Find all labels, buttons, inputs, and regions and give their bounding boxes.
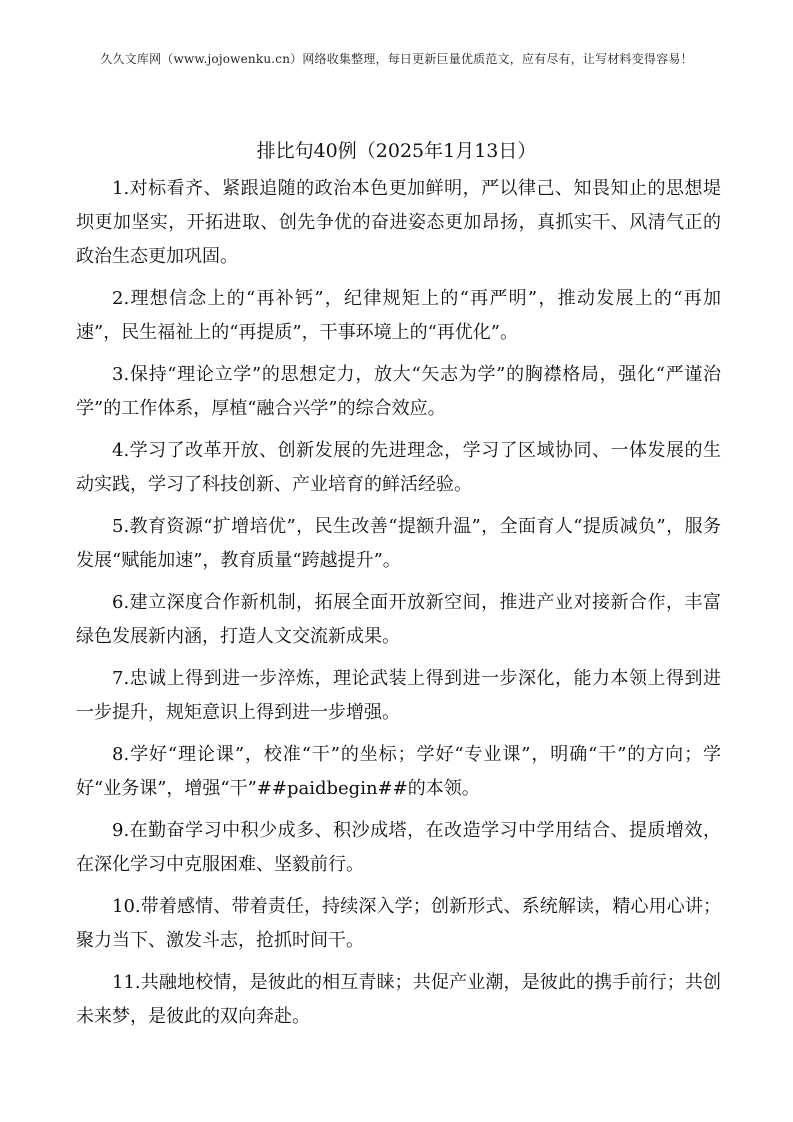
document-body xyxy=(76,172,721,1042)
paragraph-8: 8.学好“理论课”，校准“干”的坐标；学好“专业课”，明确“干”的方向；学好“业务课”，增强“干”##paidbegin##的本领。 xyxy=(76,744,721,799)
paragraph-6: 6.建立深度合作新机制，拓展全面开放新空间，推进产业对接新合作，丰富绿色发展新内涵，打造人文交流新成果。 xyxy=(76,592,721,647)
document-title: 排比句40例（2025年1月13日） xyxy=(256,140,537,162)
paragraph-9: 9.在勤奋学习中积少成多、积沙成塔，在改造学习中学用结合、提质增效，在深化学习中克服困难、坚毅前行。 xyxy=(76,820,721,875)
paragraph-10: 10.带着感情、带着责任，持续深入学；创新形式、系统解读，精心用心讲；聚力当下、激发斗志，抢抓时间干。 xyxy=(76,896,721,951)
header-note: 久久文库网（www.jojowenku.cn）网络收集整理，每日更新巨量优质范文，应有尽有，让写材料变得容易！ xyxy=(100,52,693,66)
paragraph-11: 11.共融地校情，是彼此的相互青睐；共促产业潮，是彼此的携手前行；共创未来梦，是彼此的双向奔赴。 xyxy=(76,972,721,1027)
paragraph-1: 1.对标看齐、紧跟追随的政治本色更加鲜明，严以律己、知畏知止的思想堤坝更加坚实，开拓进取、创先争优的奋进姿态更加昂扬，真抓实干、风清气正的政治生态更加巩固。 xyxy=(76,178,721,267)
paragraph-7: 7.忠诚上得到进一步淬炼，理论武装上得到进一步深化，能力本领上得到进一步提升，规矩意识上得到进一步增强。 xyxy=(76,668,721,723)
paragraph-4: 4.学习了改革开放、创新发展的先进理念，学习了区域协同、一体发展的生动实践，学习了科技创新、产业培育的鲜活经验。 xyxy=(76,440,721,495)
paragraph-2: 2.理想信念上的“再补钙”，纪律规矩上的“再严明”，推动发展上的“再加速”，民生福祉上的“再提质”，干事环境上的“再优化”。 xyxy=(76,288,721,343)
paragraph-3: 3.保持“理论立学”的思想定力，放大“矢志为学”的胸襟格局，强化“严谨治学”的工作体系，厚植“融合兴学”的综合效应。 xyxy=(76,364,721,419)
paragraph-5: 5.教育资源“扩增培优”，民生改善“提额升温”，全面育人“提质减负”，服务发展“赋能加速”，教育质量“跨越提升”。 xyxy=(76,516,721,571)
